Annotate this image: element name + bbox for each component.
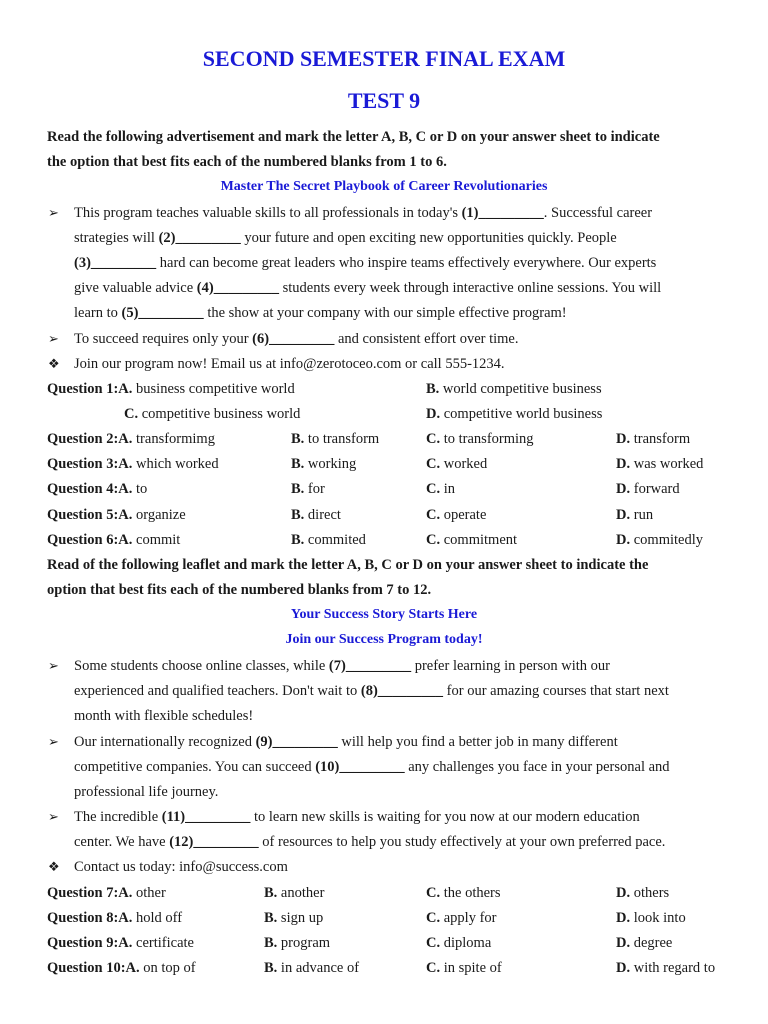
question-1-option-c: C. competitive business world [124, 406, 301, 422]
blank-5: (5)_________ [121, 305, 204, 321]
diamond-bullet-icon: ❖ [48, 859, 60, 874]
question-5-option-b: B. direct [291, 507, 341, 523]
question-4-option-c: C. in [426, 481, 456, 497]
passage1-line: strategies will (2)_________ your future and open exciting new opportunities quickly. People [74, 230, 617, 246]
question-10-option-b: B. in advance of [264, 960, 360, 976]
question-7-option-c: C. the others [426, 885, 501, 901]
section1-instruction-1: Read the following advertisement and mark the letter A, B, C or D on your answer sheet to indicate [47, 129, 660, 145]
exam-subtitle: TEST 9 [347, 88, 421, 113]
question-1: Question 1:A. business competitive world [47, 381, 295, 397]
blank-9: (9)_________ [255, 734, 338, 750]
passage2-contact: Contact us today: info@success.com [74, 859, 288, 875]
section2-instruction-2: option that best fits each of the numbered blanks from 7 to 12. [47, 582, 432, 598]
section1-heading: Master The Secret Playbook of Career Revolutionaries [220, 179, 548, 194]
question-9: Question 9:A. certificate [47, 935, 194, 951]
question-6-option-c: C. commitment [426, 532, 518, 548]
question-3: Question 3:A. which worked [47, 456, 219, 472]
blank-8: (8)_________ [360, 683, 444, 699]
question-8: Question 8:A. hold off [47, 910, 183, 926]
passage2-line: Some students choose online classes, while (7)_________ prefer learning in person with our [74, 658, 611, 674]
question-5-option-c: C. operate [426, 507, 487, 523]
question-1-option-d: D. competitive world business [426, 406, 603, 422]
question-2-option-b: B. to transform [291, 431, 380, 447]
passage1-line: give valuable advice (4)_________ students every week through interactive online sessions. You will [74, 280, 662, 296]
passage2-line: competitive companies. You can succeed (10)_________ any challenges you face in your personal and [74, 759, 670, 775]
question-9-option-b: B. program [264, 935, 331, 951]
blank-6: (6)_________ [252, 331, 335, 347]
arrow-bullet-icon: ➢ [48, 734, 59, 749]
question-7: Question 7:A. other [47, 885, 166, 901]
question-2-option-d: D. transform [616, 431, 691, 447]
passage2-line: professional life journey. [74, 784, 219, 800]
arrow-bullet-icon: ➢ [48, 205, 59, 220]
question-4-option-b: B. for [291, 481, 325, 497]
question-7-option-d: D. others [616, 885, 670, 901]
question-9-option-d: D. degree [616, 935, 673, 951]
section2-heading-2: Join our Success Program today! [285, 632, 483, 647]
section1-instruction-2: the option that best fits each of the numbered blanks from 1 to 6. [47, 154, 447, 170]
question-4-option-d: D. forward [616, 481, 680, 497]
passage2-line: experienced and qualified teachers. Don't wait to (8)_________ for our amazing courses that start next [74, 683, 669, 699]
arrow-bullet-icon: ➢ [48, 658, 59, 673]
question-6-option-b: B. commited [291, 532, 366, 548]
question-6-option-d: D. commitedly [616, 532, 703, 548]
question-10-option-d: D. with regard to [616, 960, 716, 976]
question-10: Question 10:A. on top of [47, 960, 196, 976]
passage2-line: month with flexible schedules! [74, 708, 254, 724]
section2-instruction-1: Read of the following leaflet and mark the letter A, B, C or D on your answer sheet to indicate the [47, 557, 649, 573]
question-5-option-d: D. run [616, 507, 654, 523]
question-3-option-c: C. worked [426, 456, 488, 472]
question-6: Question 6:A. commit [47, 532, 181, 548]
question-8-option-d: D. look into [616, 910, 686, 926]
question-8-option-b: B. sign up [264, 910, 324, 926]
passage2-line: center. We have (12)_________ of resources to help you study effectively at your own preferred pace. [74, 834, 666, 850]
question-2-option-c: C. to transforming [426, 431, 534, 447]
question-3-option-b: B. working [291, 456, 357, 472]
question-4: Question 4:A. to [47, 481, 148, 497]
diamond-bullet-icon: ❖ [48, 356, 60, 371]
question-5: Question 5:A. organize [47, 507, 186, 523]
passage1-line: To succeed requires only your (6)_________ and consistent effort over time. [74, 331, 519, 347]
passage1-line: learn to (5)_________ the show at your company with our simple effective program! [74, 305, 567, 321]
section2-heading-1: Your Success Story Starts Here [290, 607, 478, 622]
blank-2: (2)_________ [158, 230, 241, 246]
question-3-option-d: D. was worked [616, 456, 704, 472]
blank-11: (11)_________ [161, 809, 251, 825]
blank-4: (4)_________ [196, 280, 279, 296]
question-1-option-b: B. world competitive business [426, 381, 602, 397]
arrow-bullet-icon: ➢ [48, 331, 59, 346]
exam-title: SECOND SEMESTER FINAL EXAM [202, 46, 566, 71]
passage2-line: The incredible (11)_________ to learn new skills is waiting for you now at our modern education [74, 809, 640, 825]
blank-7: (7)_________ [328, 658, 412, 674]
arrow-bullet-icon: ➢ [48, 809, 59, 824]
passage2-line: Our internationally recognized (9)_________ will help you find a better job in many different [74, 734, 618, 750]
question-8-option-c: C. apply for [426, 910, 497, 926]
question-7-option-b: B. another [264, 885, 325, 901]
blank-1: (1)_________ [461, 205, 544, 221]
question-9-option-c: C. diploma [426, 935, 492, 951]
blank-12: (12)_________ [169, 834, 259, 850]
blank-10: (10)_________ [315, 759, 405, 775]
passage1-contact: Join our program now! Email us at info@zerotoceo.com or call 555-1234. [74, 356, 505, 372]
passage1-line: (3)_________ hard can become great leaders who inspire teams effectively everywhere. Our experts [74, 255, 657, 271]
blank-3: (3)_________ [74, 255, 157, 271]
passage1-line: This program teaches valuable skills to all professionals in today's (1)_________. Successful career [74, 205, 653, 221]
question-2: Question 2:A. transformimg [47, 431, 215, 447]
question-10-option-c: C. in spite of [426, 960, 502, 976]
